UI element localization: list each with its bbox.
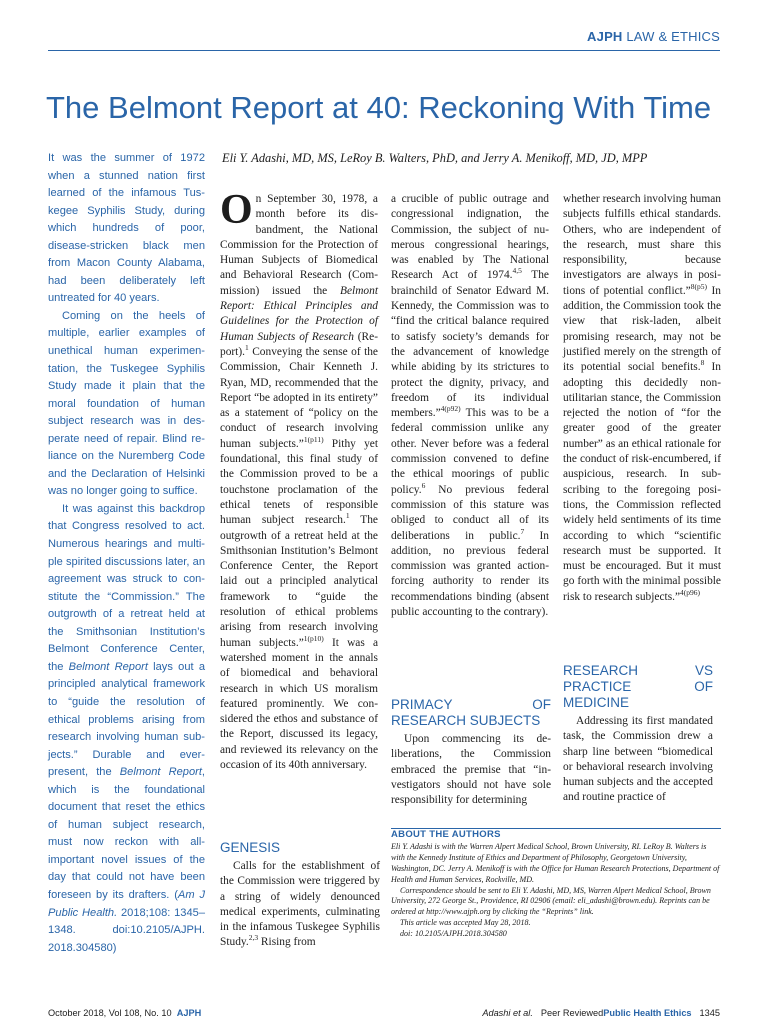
section-heading-genesis: GENESIS [220,840,281,855]
journal-brand: AJPH [587,29,623,44]
author-byline: Eli Y. Adashi, MD, MS, LeRoy B. Walters, PhD, and Jerry A. Menikoff, MD, JD, MPP [222,151,648,165]
abstract-paragraph: It was the summer of 1972 when a stunned nation first learned of the infamous Tuskegee Syphilis Study, during which hundreds of poor, disease-stricken black men from Macon County Alabama, had been deliberately left untreated for 40 years. [48,152,205,305]
body-column-2 [391,192,549,620]
page-number: 1345 [699,1008,720,1018]
author-affiliations: Eli Y. Adashi is with the Warren Alpert Medical School, Brown University, RI. LeRoy B. Walters is with the Kennedy Institute of Ethics and Department of Philosophy, Georgetown University, Washington, DC. Jerry A. Menikoff is with the Office for Human Research Protections, Department of Health and Human Services, Rockville, MD. [391,841,720,884]
about-the-authors [391,830,721,940]
citation-journal: Am J Public Health. [48,888,205,919]
header-divider [48,50,720,51]
primacy-section [391,697,551,808]
acceptance-date: This article was accepted May 28, 2018. [400,918,531,928]
issue-info: October 2018, Vol 108, No. 10 [48,1008,172,1018]
abstract-paragraph: Coming on the heels of multiple, earlier examples of unethical human experimentation, the Tuskegee Syphilis Study made it plain that the moral foundation of human subject research was in desperate need of repair. Blind reliance on the Nuremberg Code and the Declaration of Helsinki was no longer going to suffice. [48,309,205,498]
footer-page-info [474,1008,720,1018]
footer-journal: AJPH [176,1008,202,1018]
article-title: The Belmont Report at 40: Reckoning With Time [46,90,712,125]
section-tag [587,29,720,44]
footer-review-status: Peer Reviewed [540,1008,604,1018]
body-paragraph: On September 30, 1978, a month before its disbandment, the National Commission for the Protection of Human Subjects of Biomedical and Behavioral Research (Commission) issued the Belmont Report: Ethical Principles and Guidelines for the Protection of Human Subjects of Research (Report).$^1$ Conveying the sense of the Commission, Chair Kenneth J. Ryan, MD, recommended that the Report “be adopted in its entirety” as a statement of “policy on the conduct of research involving human subjects.”$^{1(p11)}$ Pithy yet foundational, this final study of the Commission proved to be a touchstone proclamation of the ethical tenets of responsible human subject research.$^1$ The outgrowth of a retreat held at the Smithsonian Institution’s Belmont Conference Center, the Report laid out a principled analytical framework to “guide the resolution of ethical problems arising from research involving human subjects.”$^{1(p10)}$ It was a watershed moment in the annals of biomedical and behavioral research in which US moralism featured prominently. We considered the ethos and substance of the Report, discussed its legacy, and reviewed its relevancy on the occasion of its 40th anniversary. [220,187,379,771]
section-label: LAW & ETHICS [626,29,720,44]
abstract [48,150,205,957]
body-paragraph: a crucible of public outrage and congressional indignation, the Commission, the subject of numerous congressional hearings, was enabled by The National Research Act of 1974.$^{4,5}$ The brainchild of Senator Edward M. Kennedy, the Commission was to “find the critical balance required to satisfy society’s demands for the advancement of knowledge while abiding by its strictures to protect the dignity, privacy, and freedom of its individual members.”$^{4(p92)}$ This was to be a federal commission unlike any other. Never before was a federal commission convened to define the ethical moorings of public policy.$^6$ No previous federal commission of this stature was obliged to conduct all of its deliberations in public.$^7$ In addition, no previous federal commission was granted action-forcing authority to render its recommendations binding (absent public accounting to the contrary). [391,193,549,619]
body-column-1 [220,187,379,773]
body-column-3 [563,192,721,605]
genesis-section [220,840,380,951]
doi-note: doi: 10.2105/AJPH.2018.304580 [400,929,507,939]
body-paragraph: whether research involving human subjects fulfills ethical standards. Others, who are independent of the research, must share this responsibility, because investigators are always in positions of potential conflict.”$^{8(p5)}$ In addition, the Commission took the view that risk-laden, albeit promising research, may not be justified merely on the strength of its potential social benefits.$^8$ In adopting this decidedly non-utilitarian stance, the Commission rejected the notion of “for the greater good of the greater number” as an ethical rationale for the conduct of risk-encumbered, if auspicious, research. In subscribing to the foregoing positions, the Commission reflected widely held sentiments of its time according to which “scientific research must be supported. It must be encouraged. But it must go forth with the minimal possible risk to research subjects.”$^{4(p96)}$ [563,193,722,603]
drop-cap: O [220,187,253,233]
footer-issue [48,1008,201,1018]
footer-category: Public Health Ethics [603,1008,692,1018]
body-paragraph: Addressing its first mandated task, the Commission drew a sharp line between “biomedical or behavioral research involving human subjects and the accepted and routine practice of [563,715,713,804]
footer-author-ref: Adashi et al. [482,1008,533,1018]
research-vs-practice-section [563,663,713,806]
citation-doi: 2018;108: 1345–1348. doi:10.2105/AJPH. 2018.304580) [48,906,205,954]
body-paragraph: Upon commencing its deliberations, the Commission embraced the premise that “investigators should not have sole responsibility for determining [391,733,551,807]
body-paragraph: Calls for the establishment of the Commission were triggered by a string of widely denounced medical experiments, culminating in the infamous Tuskegee Syphilis Study.$^{2,3}$ Rising from [220,860,380,949]
correspondence-note: Correspondence should be sent to Eli Y. Adashi, MD, MS, Warren Alpert Medical School, Brown University, 272 George St., Providence, RI 02906 (email: eli_adashi@brown.edu). Reprints can be ordered at http://www.ajph.org by clicking the “Reprints” link. [391,885,711,917]
abstract-paragraph: It was against this backdrop that Congress resolved to act. Numerous hearings and multiple spirited discussions later, an agreement was struck to constitute the “Commission.” The outgrowth of a retreat held at the Smithsonian Institution’s Belmont Conference Center, the Belmont Report lays out a principled analytical framework to “guide the resolution of ethical problems arising from research involving human subjects.” Durable and ever-present, the Belmont Report, which is the foundational document that reset the ethics of human subject research, must now reckon with all-important novel issues of the day that could not have been foreseen by its drafters. (Am J Public Health. 2018;108: 1345–1348. doi:10.2105/AJPH. 2018.304580) [48,502,206,954]
about-heading: ABOUT THE AUTHORS [391,829,501,840]
section-heading-research-vs-practice: RESEARCH VS PRACTICE OF MEDICINE [563,663,713,710]
section-heading-primacy: PRIMACY OF RESEARCH SUBJECTS [391,697,551,728]
